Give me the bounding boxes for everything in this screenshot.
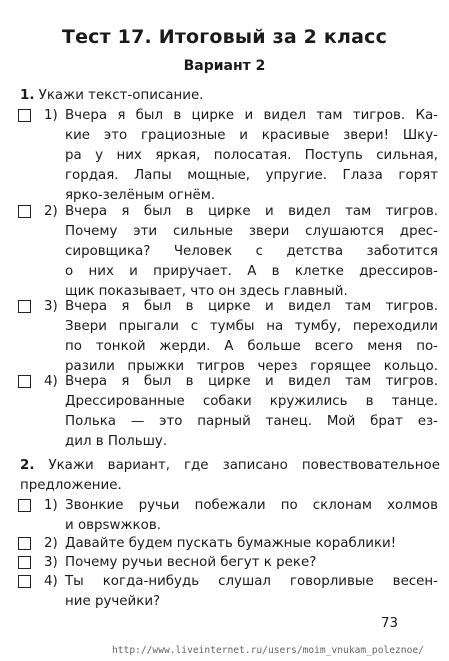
option-text-line: разили прыжки тигров через горящее кольцо.: [65, 359, 438, 374]
q2-option-4-number: 4): [44, 574, 58, 589]
q2-option-1-checkbox[interactable]: [18, 499, 31, 512]
option-text-line: гордая. Лапы мощные, упругие. Глаза горят: [65, 168, 438, 183]
q1-option-4-text: [65, 372, 438, 452]
q1-option-4-number: 4): [44, 374, 58, 389]
q2-option-4-text: [65, 572, 438, 612]
option-text-line: Вчера я был в цирке и видел там тигров.: [65, 374, 438, 389]
q1-option-4-checkbox[interactable]: [18, 375, 31, 388]
question-1-prompt: [20, 86, 440, 106]
question-2-number: 2.: [20, 458, 35, 473]
q2-option-3-checkbox[interactable]: [18, 556, 31, 569]
option-text-line: Вчера я был в цирке и видел там тигров. Ка-: [65, 108, 438, 123]
option-text-line: дил в Польшу.: [65, 434, 168, 449]
q2-option-2-number: 2): [44, 536, 58, 551]
option-text-line: сировщика? Человек с детства заботится: [65, 244, 438, 259]
q1-option-2-text: [65, 202, 438, 302]
option-text-line: ра у них яркая, полосатая. Поступь сильная,: [65, 148, 438, 163]
page-number: 73: [381, 616, 399, 631]
option-text-line: Вчера я был в цирке и видел там тигров.: [65, 299, 438, 314]
q2-option-1-number: 1): [44, 498, 58, 513]
option-text-line: Вчера я был в цирке и видел там тигров.: [65, 204, 438, 219]
q2-option-2-text: [65, 534, 438, 554]
q2-option-2-checkbox[interactable]: [18, 537, 31, 550]
q1-option-1-text: [65, 106, 438, 206]
q1-option-3-text: [65, 297, 438, 377]
q1-option-1-checkbox[interactable]: [18, 109, 31, 122]
question-2-prompt: [20, 456, 440, 496]
question-2-line-2: предложение.: [20, 478, 122, 493]
option-text-line: ние ручейки?: [65, 594, 161, 609]
variant-heading: Вариант 2: [183, 58, 266, 74]
q1-option-2-number: 2): [44, 204, 58, 219]
q2-option-1-text: [65, 496, 438, 536]
question-2-text: Укажи вариант, где записано повествовательное: [48, 458, 440, 473]
option-text-line: Ты когда-нибудь слушал говорливые весен-: [65, 574, 438, 589]
question-1-text: Укажи текст-описание.: [38, 88, 204, 103]
option-text-line: Звонкие ручьи побежали по склонам холмов: [65, 498, 438, 513]
q2-option-3-number: 3): [44, 555, 58, 570]
option-text-line: Дрессированные собаки кружились в танце.: [65, 394, 438, 409]
q2-option-4-checkbox[interactable]: [18, 575, 31, 588]
option-text-line: кие это грациозные и красивые звери! Шку-: [65, 128, 438, 143]
q1-option-2-checkbox[interactable]: [18, 205, 31, 218]
option-text-line: по тонкой жерди. А больше всего меня по-: [65, 339, 438, 354]
option-text-line: ярко-зелёным огнём.: [65, 188, 216, 203]
option-text-line: Давайте будем пускать бумажные кораблики!: [65, 536, 397, 551]
source-url: http://www.liveinternet.ru/users/moim_vnukam_poleznoe/: [112, 645, 424, 656]
question-2-line-1: [20, 456, 440, 476]
option-text-line: Почему эти сильные звери слушаются дрес-: [65, 224, 438, 239]
q1-option-3-number: 3): [44, 299, 58, 314]
option-text-line: щик показывает, что он здесь главный.: [65, 284, 348, 299]
option-text-line: Почему ручьи весной бегут к реке?: [65, 555, 317, 570]
option-text-line: Звери прыгали с тумбы на тумбу, переходили: [65, 319, 438, 334]
q1-option-1-number: 1): [44, 108, 58, 123]
option-text-line: о них и приручает. А в клетке дрессиров-: [65, 264, 438, 279]
page-title: Тест 17. Итоговый за 2 класс: [61, 26, 388, 48]
question-1-number: 1.: [20, 88, 35, 103]
q1-option-3-checkbox[interactable]: [18, 300, 31, 313]
option-text-line: Полька — это парный танец. Мой брат ез-: [65, 414, 438, 429]
option-text-line: и оврswжков.: [65, 518, 161, 533]
q2-option-3-text: [65, 553, 438, 573]
